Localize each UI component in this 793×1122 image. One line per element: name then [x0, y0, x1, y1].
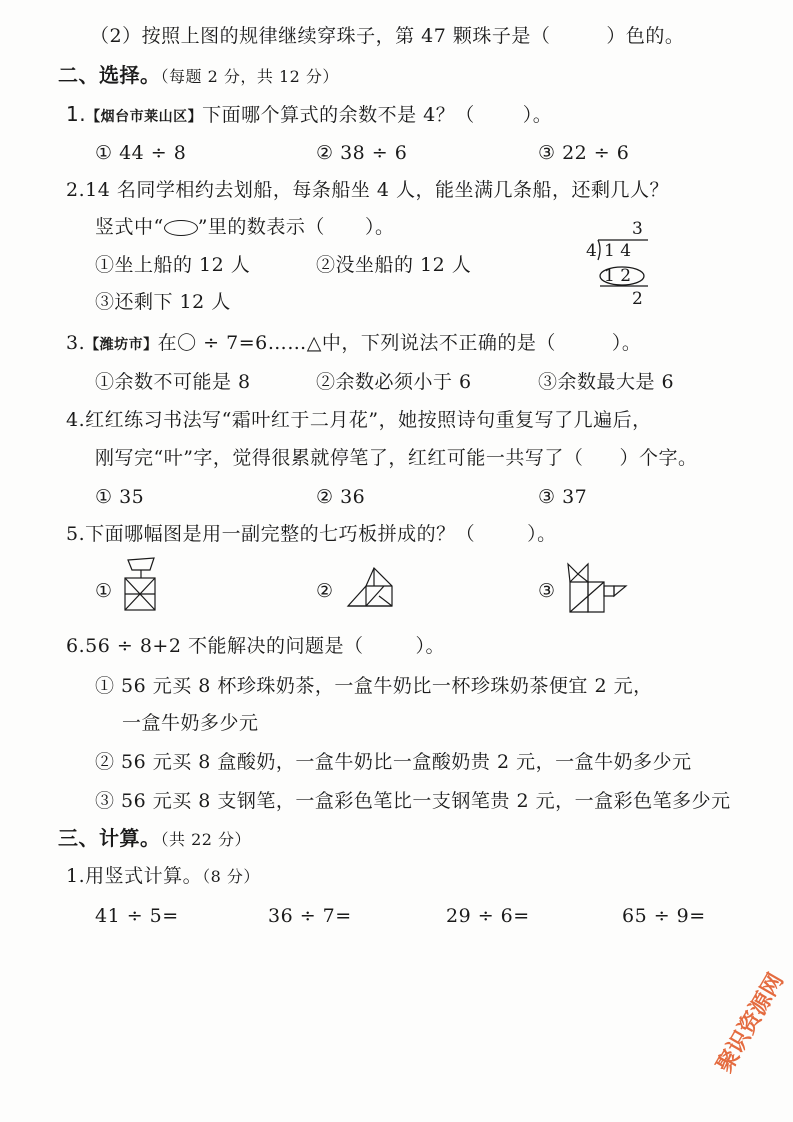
bead-question-text: （2）按照上图的规律继续穿珠子，第 47 颗珠子是（ [90, 25, 551, 47]
q6-option-1[interactable]: ① 56 元买 8 杯珍珠奶茶，一盒牛奶比一杯珍珠奶茶便宜 2 元， [95, 675, 653, 697]
tangram-figure-1-icon [118, 556, 162, 612]
question-1-end: ）。 [522, 104, 553, 126]
question-3-text: 在〇 ÷ 7=6……△中，下列说法不正确的是（ [157, 332, 556, 354]
q6-option-2[interactable]: ② 56 元买 8 盒酸奶，一盒牛奶比一盒酸奶贵 2 元，一盒牛奶多少元 [95, 751, 692, 773]
calc-expr-2: 36 ÷ 7= [268, 905, 352, 927]
watermark: 聚识资源网 [712, 969, 789, 1077]
calc-expr-4: 65 ÷ 9= [622, 905, 706, 927]
question-1 [66, 100, 552, 131]
question-3-end: ）。 [611, 332, 642, 354]
q5-option-3[interactable] [538, 577, 556, 605]
section-2-title: 二、选择。 [58, 63, 161, 87]
question-5-end: ）。 [527, 523, 557, 545]
calc-1-note: （8 分） [202, 867, 260, 886]
q5-option-1-label: ① [95, 580, 113, 602]
question-6 [66, 632, 445, 660]
calc-1-header [66, 862, 260, 891]
question-5-number: 5. [66, 523, 86, 545]
question-1-source: 【烟台市莱山区】 [86, 109, 203, 125]
question-4-number: 4. [66, 409, 86, 431]
question-5-text: 下面哪幅图是用一副完整的七巧板拼成的？（ [85, 523, 476, 545]
q4-option-1[interactable]: ① 35 [95, 486, 145, 508]
bead-question-suffix: ）色的。 [606, 25, 685, 47]
question-2 [66, 176, 669, 204]
quotient: 3 [632, 219, 643, 239]
section-3-title: 三、计算。 [58, 826, 161, 850]
question-1-text: 下面哪个算式的余数不是 4？（ [202, 104, 475, 126]
q5-option-2-label: ② [316, 580, 334, 602]
long-division-figure [586, 218, 658, 313]
section-2-note: （每题 2 分，共 12 分） [160, 67, 339, 86]
q3-option-3[interactable]: ③余数最大是 6 [538, 371, 675, 393]
calc-1-text: 用竖式计算。 [85, 865, 203, 887]
q3-option-2[interactable]: ②余数必须小于 6 [316, 371, 472, 393]
question-4-line-1: 红红练习书法写“霜叶红于二月花”，她按照诗句重复写了几遍后， [85, 409, 652, 431]
calc-1-number: 1. [66, 865, 86, 887]
q3-option-1[interactable]: ①余数不可能是 8 [95, 371, 251, 393]
calc-expr-3: 29 ÷ 6= [446, 905, 530, 927]
question-2-number: 2. [66, 179, 86, 201]
q5-option-2[interactable] [316, 577, 334, 605]
q2-option-2[interactable]: ②没坐船的 12 人 [316, 254, 472, 276]
q5-option-3-label: ③ [538, 580, 556, 602]
question-4-line-2a: 刚写完“叶”字，觉得很累就停笔了，红红可能一共写了（ [95, 447, 584, 469]
question-2-line-2b: ”里的数表示（ [197, 216, 325, 238]
question-5 [66, 520, 557, 548]
divisor: 4 [586, 241, 597, 261]
bead-question-line [90, 22, 684, 50]
question-4 [66, 406, 652, 434]
question-3-source: 【潍坊市】 [85, 337, 158, 353]
q2-option-1[interactable]: ①坐上船的 12 人 [95, 254, 251, 276]
q1-option-3[interactable]: ③ 22 ÷ 6 [538, 142, 630, 164]
tangram-figure-2-icon [344, 566, 396, 608]
question-6-text: 56 ÷ 8+2 不能解决的问题是（ [85, 635, 364, 657]
q6-option-3[interactable]: ③ 56 元买 8 支钢笔，一盒彩色笔比一支钢笔贵 2 元，一盒彩色笔多少元 [95, 790, 731, 812]
q1-option-1[interactable]: ① 44 ÷ 8 [95, 142, 187, 164]
question-4-line-2 [95, 444, 697, 472]
oval-icon [164, 220, 198, 236]
question-6-end: ）。 [415, 635, 445, 657]
q1-option-2[interactable]: ② 38 ÷ 6 [316, 142, 408, 164]
question-3 [66, 329, 641, 359]
question-4-line-2b: ）个字。 [619, 447, 698, 469]
q4-option-3[interactable]: ③ 37 [538, 486, 588, 508]
question-2-line-1: 14 名同学相约去划船，每条船坐 4 人，能坐满几条船，还剩几人？ [85, 179, 670, 201]
question-2-line-2c: ）。 [364, 216, 395, 238]
question-1-number: 1. [66, 102, 87, 126]
question-2-line-2 [95, 213, 394, 241]
tangram-figure-3-icon [566, 562, 628, 614]
q6-option-1-cont[interactable]: 一盒牛奶多少元 [122, 712, 259, 734]
q2-option-3[interactable]: ③还剩下 12 人 [95, 291, 231, 313]
section-3-header [58, 824, 251, 854]
question-6-number: 6. [66, 635, 86, 657]
section-2-header [58, 61, 339, 91]
section-3-note: （共 22 分） [160, 830, 252, 849]
question-3-number: 3. [66, 332, 86, 354]
dividend: 1 4 [604, 241, 632, 261]
q5-option-1[interactable] [95, 577, 113, 605]
q4-option-2[interactable]: ② 36 [316, 486, 366, 508]
remainder: 2 [632, 289, 643, 309]
product: 1 2 [604, 266, 632, 286]
calc-expr-1: 41 ÷ 5= [95, 905, 179, 927]
question-2-line-2a: 竖式中“ [95, 216, 164, 238]
